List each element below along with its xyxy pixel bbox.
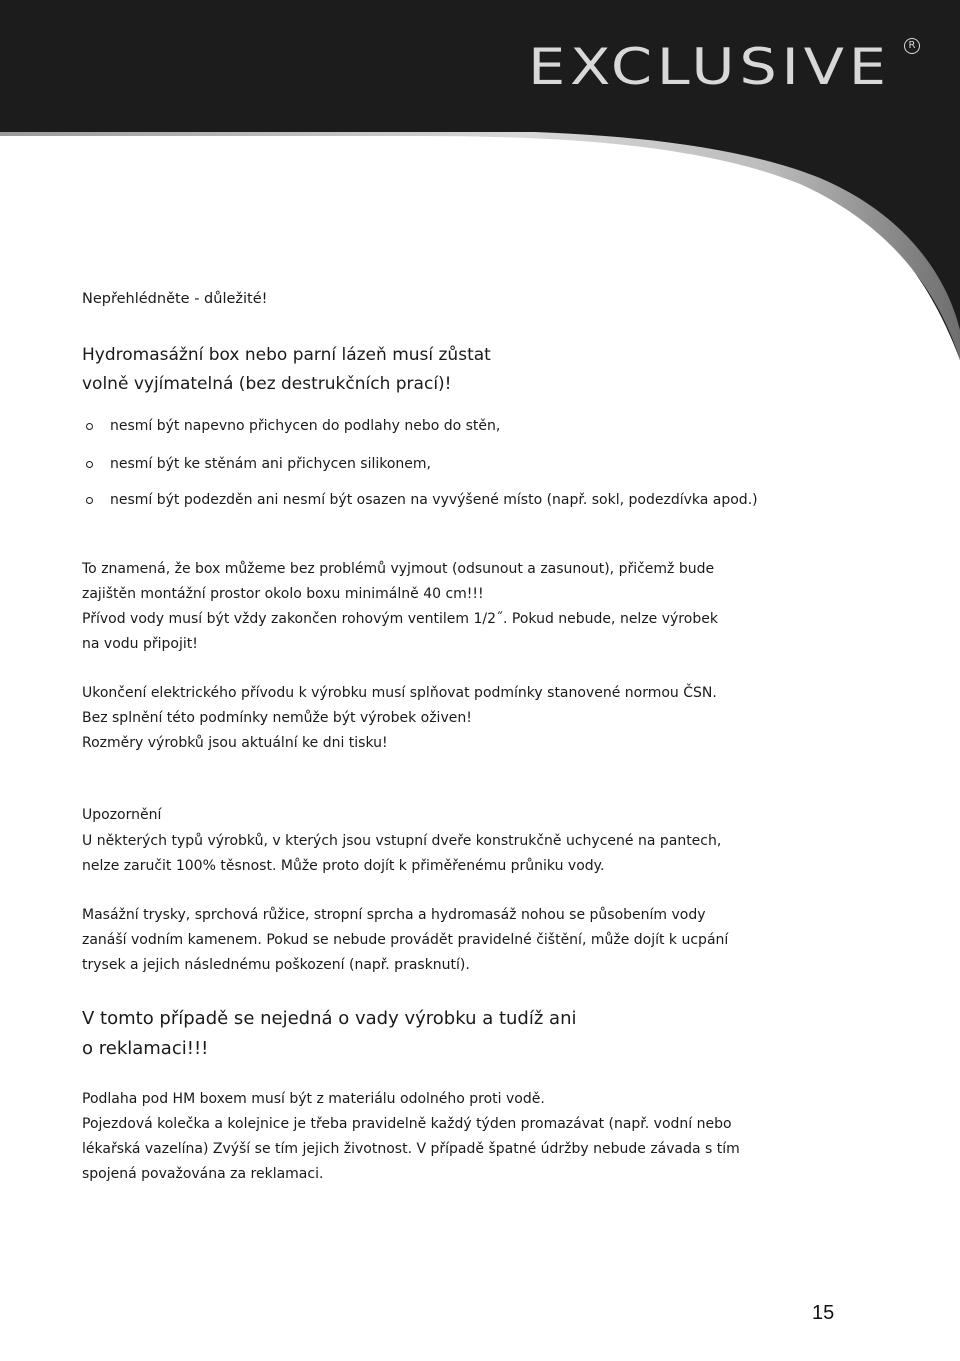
paragraph-line: U některých typů výrobků, v kterých jsou vstupní dveře konstrukčně uchycené na pantech, xyxy=(82,833,722,849)
paragraph-line: Bez splnění této podmínky nemůže být výrobek oživen! xyxy=(82,710,472,726)
paragraph-line: nelze zaručit 100% těsnost. Může proto dojít k přiměřenému průniku vody. xyxy=(82,858,605,874)
warning-heading: Upozornění xyxy=(82,807,162,823)
paragraph-line: zajištěn montážní prostor okolo boxu minimálně 40 cm!!! xyxy=(82,586,484,602)
paragraph-line: Podlaha pod HM boxem musí být z materiálu odolného proti vodě. xyxy=(82,1091,545,1107)
paragraph-line: zanáší vodním kamenem. Pokud se nebude provádět pravidelné čištění, může dojít k ucpání xyxy=(82,932,729,948)
paragraph-line: Ukončení elektrického přívodu k výrobku musí splňovat podmínky stanovené normou ČSN. xyxy=(82,685,717,701)
paragraph-line: lékařská vazelína) Zvýší se tím jejich životnost. V případě špatné údržby nebude závada s tím xyxy=(82,1141,740,1157)
registered-mark: R xyxy=(904,38,920,54)
page-number: 15 xyxy=(812,1302,835,1324)
paragraph-line: To znamená, že box můžeme bez problémů vyjmout (odsunout a zasunout), přičemž bude xyxy=(82,561,715,577)
paragraph-line: Přívod vody musí být vždy zakončen rohovým ventilem 1/2˝. Pokud nebude, nelze výrobek xyxy=(82,611,718,627)
bullet-icon xyxy=(86,423,93,430)
paragraph-line: na vodu připojit! xyxy=(82,636,198,652)
emphasis-line: o reklamaci!!! xyxy=(82,1038,209,1059)
emphasis-line: V tomto případě se nejedná o vady výrobku a tudíž ani xyxy=(82,1008,577,1029)
paragraph-line: trysek a jejich následnému poškození (např. prasknutí). xyxy=(82,957,470,973)
paragraph-line: Rozměry výrobků jsou aktuální ke dni tisku! xyxy=(82,735,388,751)
paragraph-line: spojená považována za reklamaci. xyxy=(82,1166,324,1182)
bullet-icon xyxy=(86,461,93,468)
bullet-icon xyxy=(86,497,93,504)
main-notice-line: volně vyjímatelná (bez destrukčních prací)! xyxy=(82,374,452,394)
paragraph-line: Pojezdová kolečka a kolejnice je třeba pravidelně každý týden promazávat (např. vodní nebo xyxy=(82,1116,732,1132)
brand-logo: EXCLUSIVE xyxy=(528,38,891,96)
notice-heading: Nepřehlédněte - důležité! xyxy=(82,291,268,307)
main-notice-line: Hydromasážní box nebo parní lázeň musí zůstat xyxy=(82,345,491,365)
decorative-swoosh xyxy=(0,60,960,360)
paragraph-line: Masážní trysky, sprchová růžice, stropní sprcha a hydromasáž nohou se působením vody xyxy=(82,907,706,923)
